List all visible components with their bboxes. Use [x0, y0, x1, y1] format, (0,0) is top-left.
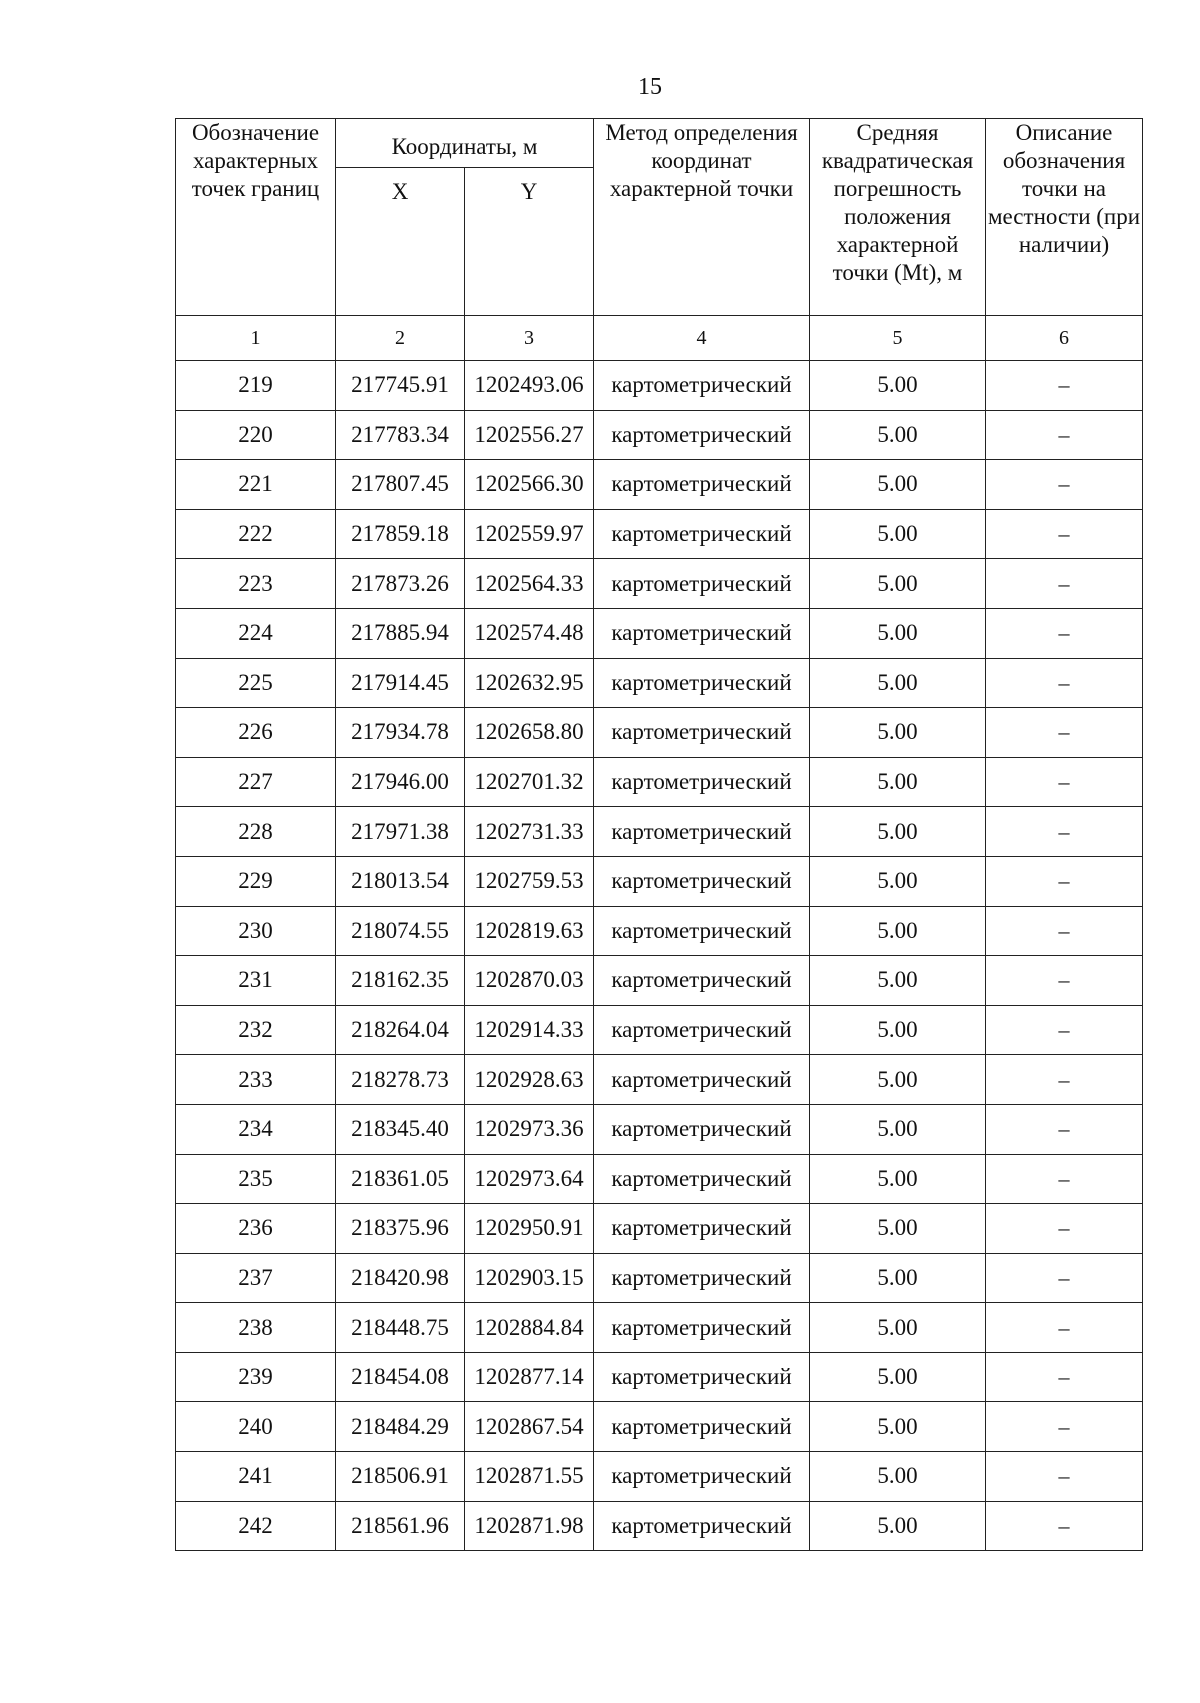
cell-x: 218454.08	[336, 1352, 465, 1402]
table-row	[176, 1154, 1143, 1204]
cell-method: картометрический	[594, 608, 810, 658]
cell-description: –	[986, 807, 1143, 857]
cell-x: 218448.75	[336, 1303, 465, 1353]
table-row	[176, 410, 1143, 460]
table-row	[176, 658, 1143, 708]
cell-description: –	[986, 1501, 1143, 1551]
table-row	[176, 1452, 1143, 1502]
cell-point: 225	[176, 658, 336, 708]
table-row	[176, 1501, 1143, 1551]
cell-description: –	[986, 956, 1143, 1006]
cell-x: 218375.96	[336, 1204, 465, 1254]
cell-y: 1202731.33	[465, 807, 594, 857]
cell-point: 223	[176, 559, 336, 609]
cell-x: 218162.35	[336, 956, 465, 1006]
cell-method: картометрический	[594, 658, 810, 708]
table-row	[176, 460, 1143, 510]
cell-x: 218506.91	[336, 1452, 465, 1502]
cell-description: –	[986, 361, 1143, 411]
table-row	[176, 856, 1143, 906]
table-header	[176, 119, 1143, 361]
cell-method: картометрический	[594, 906, 810, 956]
table-row	[176, 906, 1143, 956]
cell-method: картометрический	[594, 1055, 810, 1105]
cell-x: 218561.96	[336, 1501, 465, 1551]
cell-y: 1202819.63	[465, 906, 594, 956]
table-row	[176, 1253, 1143, 1303]
cell-method: картометрический	[594, 807, 810, 857]
cell-y: 1202564.33	[465, 559, 594, 609]
cell-error: 5.00	[810, 1204, 986, 1254]
cell-method: картометрический	[594, 509, 810, 559]
cell-point: 233	[176, 1055, 336, 1105]
cell-method: картометрический	[594, 1154, 810, 1204]
cell-error: 5.00	[810, 1352, 986, 1402]
cell-description: –	[986, 1253, 1143, 1303]
cell-point: 239	[176, 1352, 336, 1402]
cell-point: 241	[176, 1452, 336, 1502]
cell-x: 217745.91	[336, 361, 465, 411]
cell-y: 1202574.48	[465, 608, 594, 658]
page-number: 15	[638, 74, 662, 100]
cell-description: –	[986, 708, 1143, 758]
cell-description: –	[986, 1104, 1143, 1154]
table-row	[176, 708, 1143, 758]
cell-x: 218361.05	[336, 1154, 465, 1204]
cell-x: 217885.94	[336, 608, 465, 658]
cell-error: 5.00	[810, 757, 986, 807]
cell-error: 5.00	[810, 1303, 986, 1353]
cell-y: 1202884.84	[465, 1303, 594, 1353]
cell-method: картометрический	[594, 708, 810, 758]
cell-point: 220	[176, 410, 336, 460]
cell-y: 1202759.53	[465, 856, 594, 906]
table-row	[176, 559, 1143, 609]
cell-error: 5.00	[810, 956, 986, 1006]
cell-method: картометрический	[594, 1352, 810, 1402]
cell-point: 228	[176, 807, 336, 857]
cell-y: 1202928.63	[465, 1055, 594, 1105]
table-row	[176, 757, 1143, 807]
cell-point: 222	[176, 509, 336, 559]
table-row	[176, 807, 1143, 857]
cell-method: картометрический	[594, 956, 810, 1006]
cell-error: 5.00	[810, 559, 986, 609]
cell-description: –	[986, 1005, 1143, 1055]
cell-x: 217934.78	[336, 708, 465, 758]
cell-y: 1202871.55	[465, 1452, 594, 1502]
cell-method: картометрический	[594, 1452, 810, 1502]
cell-error: 5.00	[810, 906, 986, 956]
cell-method: картометрический	[594, 559, 810, 609]
table-row	[176, 1104, 1143, 1154]
cell-description: –	[986, 658, 1143, 708]
cell-y: 1202556.27	[465, 410, 594, 460]
table-body	[176, 361, 1143, 1551]
cell-point: 229	[176, 856, 336, 906]
cell-x: 218420.98	[336, 1253, 465, 1303]
cell-y: 1202950.91	[465, 1204, 594, 1254]
cell-x: 217783.34	[336, 410, 465, 460]
cell-x: 217807.45	[336, 460, 465, 510]
cell-description: –	[986, 1452, 1143, 1502]
cell-x: 217914.45	[336, 658, 465, 708]
cell-x: 218484.29	[336, 1402, 465, 1452]
cell-error: 5.00	[810, 1452, 986, 1502]
cell-description: –	[986, 509, 1143, 559]
cell-error: 5.00	[810, 658, 986, 708]
cell-method: картометрический	[594, 1303, 810, 1353]
cell-description: –	[986, 906, 1143, 956]
cell-error: 5.00	[810, 1055, 986, 1105]
table-row	[176, 608, 1143, 658]
cell-point: 231	[176, 956, 336, 1006]
cell-y: 1202658.80	[465, 708, 594, 758]
header-y: Y	[465, 168, 594, 316]
cell-y: 1202867.54	[465, 1402, 594, 1452]
cell-x: 218278.73	[336, 1055, 465, 1105]
cell-y: 1202701.32	[465, 757, 594, 807]
header-error: Средняя квадратическая погрешность положения характерной точки (Mt), м	[810, 119, 986, 316]
table-row	[176, 956, 1143, 1006]
column-number: 3	[465, 316, 594, 361]
cell-description: –	[986, 757, 1143, 807]
cell-y: 1202870.03	[465, 956, 594, 1006]
cell-error: 5.00	[810, 856, 986, 906]
cell-x: 218074.55	[336, 906, 465, 956]
cell-error: 5.00	[810, 1253, 986, 1303]
header-x: X	[336, 168, 465, 316]
cell-method: картометрический	[594, 856, 810, 906]
cell-description: –	[986, 460, 1143, 510]
cell-y: 1202973.36	[465, 1104, 594, 1154]
cell-method: картометрический	[594, 1501, 810, 1551]
cell-y: 1202871.98	[465, 1501, 594, 1551]
cell-y: 1202632.95	[465, 658, 594, 708]
cell-method: картометрический	[594, 410, 810, 460]
table-row	[176, 1204, 1143, 1254]
table-row	[176, 1303, 1143, 1353]
column-number: 6	[986, 316, 1143, 361]
cell-point: 238	[176, 1303, 336, 1353]
cell-y: 1202566.30	[465, 460, 594, 510]
cell-point: 234	[176, 1104, 336, 1154]
cell-error: 5.00	[810, 708, 986, 758]
cell-error: 5.00	[810, 608, 986, 658]
cell-point: 221	[176, 460, 336, 510]
cell-y: 1202877.14	[465, 1352, 594, 1402]
cell-x: 218345.40	[336, 1104, 465, 1154]
cell-point: 240	[176, 1402, 336, 1452]
cell-description: –	[986, 410, 1143, 460]
cell-y: 1202973.64	[465, 1154, 594, 1204]
cell-method: картометрический	[594, 1253, 810, 1303]
cell-description: –	[986, 1352, 1143, 1402]
cell-point: 237	[176, 1253, 336, 1303]
cell-point: 236	[176, 1204, 336, 1254]
cell-point: 219	[176, 361, 336, 411]
column-number: 1	[176, 316, 336, 361]
cell-error: 5.00	[810, 1154, 986, 1204]
cell-error: 5.00	[810, 460, 986, 510]
column-number: 4	[594, 316, 810, 361]
header-method: Метод определения координат характерной точки	[594, 119, 810, 316]
table-row	[176, 1352, 1143, 1402]
cell-method: картометрический	[594, 1005, 810, 1055]
cell-error: 5.00	[810, 1005, 986, 1055]
cell-point: 232	[176, 1005, 336, 1055]
table-row	[176, 1402, 1143, 1452]
cell-x: 217971.38	[336, 807, 465, 857]
cell-x: 218013.54	[336, 856, 465, 906]
cell-description: –	[986, 608, 1143, 658]
cell-method: картометрический	[594, 1402, 810, 1452]
cell-error: 5.00	[810, 1501, 986, 1551]
cell-point: 227	[176, 757, 336, 807]
table-row	[176, 361, 1143, 411]
table-row	[176, 1055, 1143, 1105]
table-row	[176, 509, 1143, 559]
cell-x: 217946.00	[336, 757, 465, 807]
cell-point: 242	[176, 1501, 336, 1551]
cell-x: 217859.18	[336, 509, 465, 559]
cell-error: 5.00	[810, 509, 986, 559]
cell-error: 5.00	[810, 1104, 986, 1154]
cell-error: 5.00	[810, 807, 986, 857]
column-numbers-row	[176, 316, 1143, 361]
cell-description: –	[986, 1154, 1143, 1204]
cell-method: картометрический	[594, 757, 810, 807]
cell-description: –	[986, 1204, 1143, 1254]
column-number: 2	[336, 316, 465, 361]
cell-point: 235	[176, 1154, 336, 1204]
header-description: Описание обозначения точки на местности (при наличии)	[986, 119, 1143, 316]
cell-description: –	[986, 856, 1143, 906]
table-row	[176, 1005, 1143, 1055]
cell-error: 5.00	[810, 410, 986, 460]
cell-method: картометрический	[594, 1204, 810, 1254]
cell-y: 1202914.33	[465, 1005, 594, 1055]
cell-point: 230	[176, 906, 336, 956]
cell-x: 217873.26	[336, 559, 465, 609]
cell-point: 226	[176, 708, 336, 758]
column-number: 5	[810, 316, 986, 361]
cell-description: –	[986, 1402, 1143, 1452]
cell-description: –	[986, 559, 1143, 609]
cell-error: 5.00	[810, 1402, 986, 1452]
cell-point: 224	[176, 608, 336, 658]
cell-method: картометрический	[594, 361, 810, 411]
cell-y: 1202903.15	[465, 1253, 594, 1303]
cell-x: 218264.04	[336, 1005, 465, 1055]
cell-error: 5.00	[810, 361, 986, 411]
cell-y: 1202559.97	[465, 509, 594, 559]
coordinates-table	[175, 118, 1143, 1551]
cell-y: 1202493.06	[465, 361, 594, 411]
cell-description: –	[986, 1303, 1143, 1353]
header-point: Обозначение характерных точек границ	[176, 119, 336, 316]
cell-method: картометрический	[594, 1104, 810, 1154]
header-coordinates: Координаты, м	[336, 119, 594, 168]
cell-method: картометрический	[594, 460, 810, 510]
cell-description: –	[986, 1055, 1143, 1105]
